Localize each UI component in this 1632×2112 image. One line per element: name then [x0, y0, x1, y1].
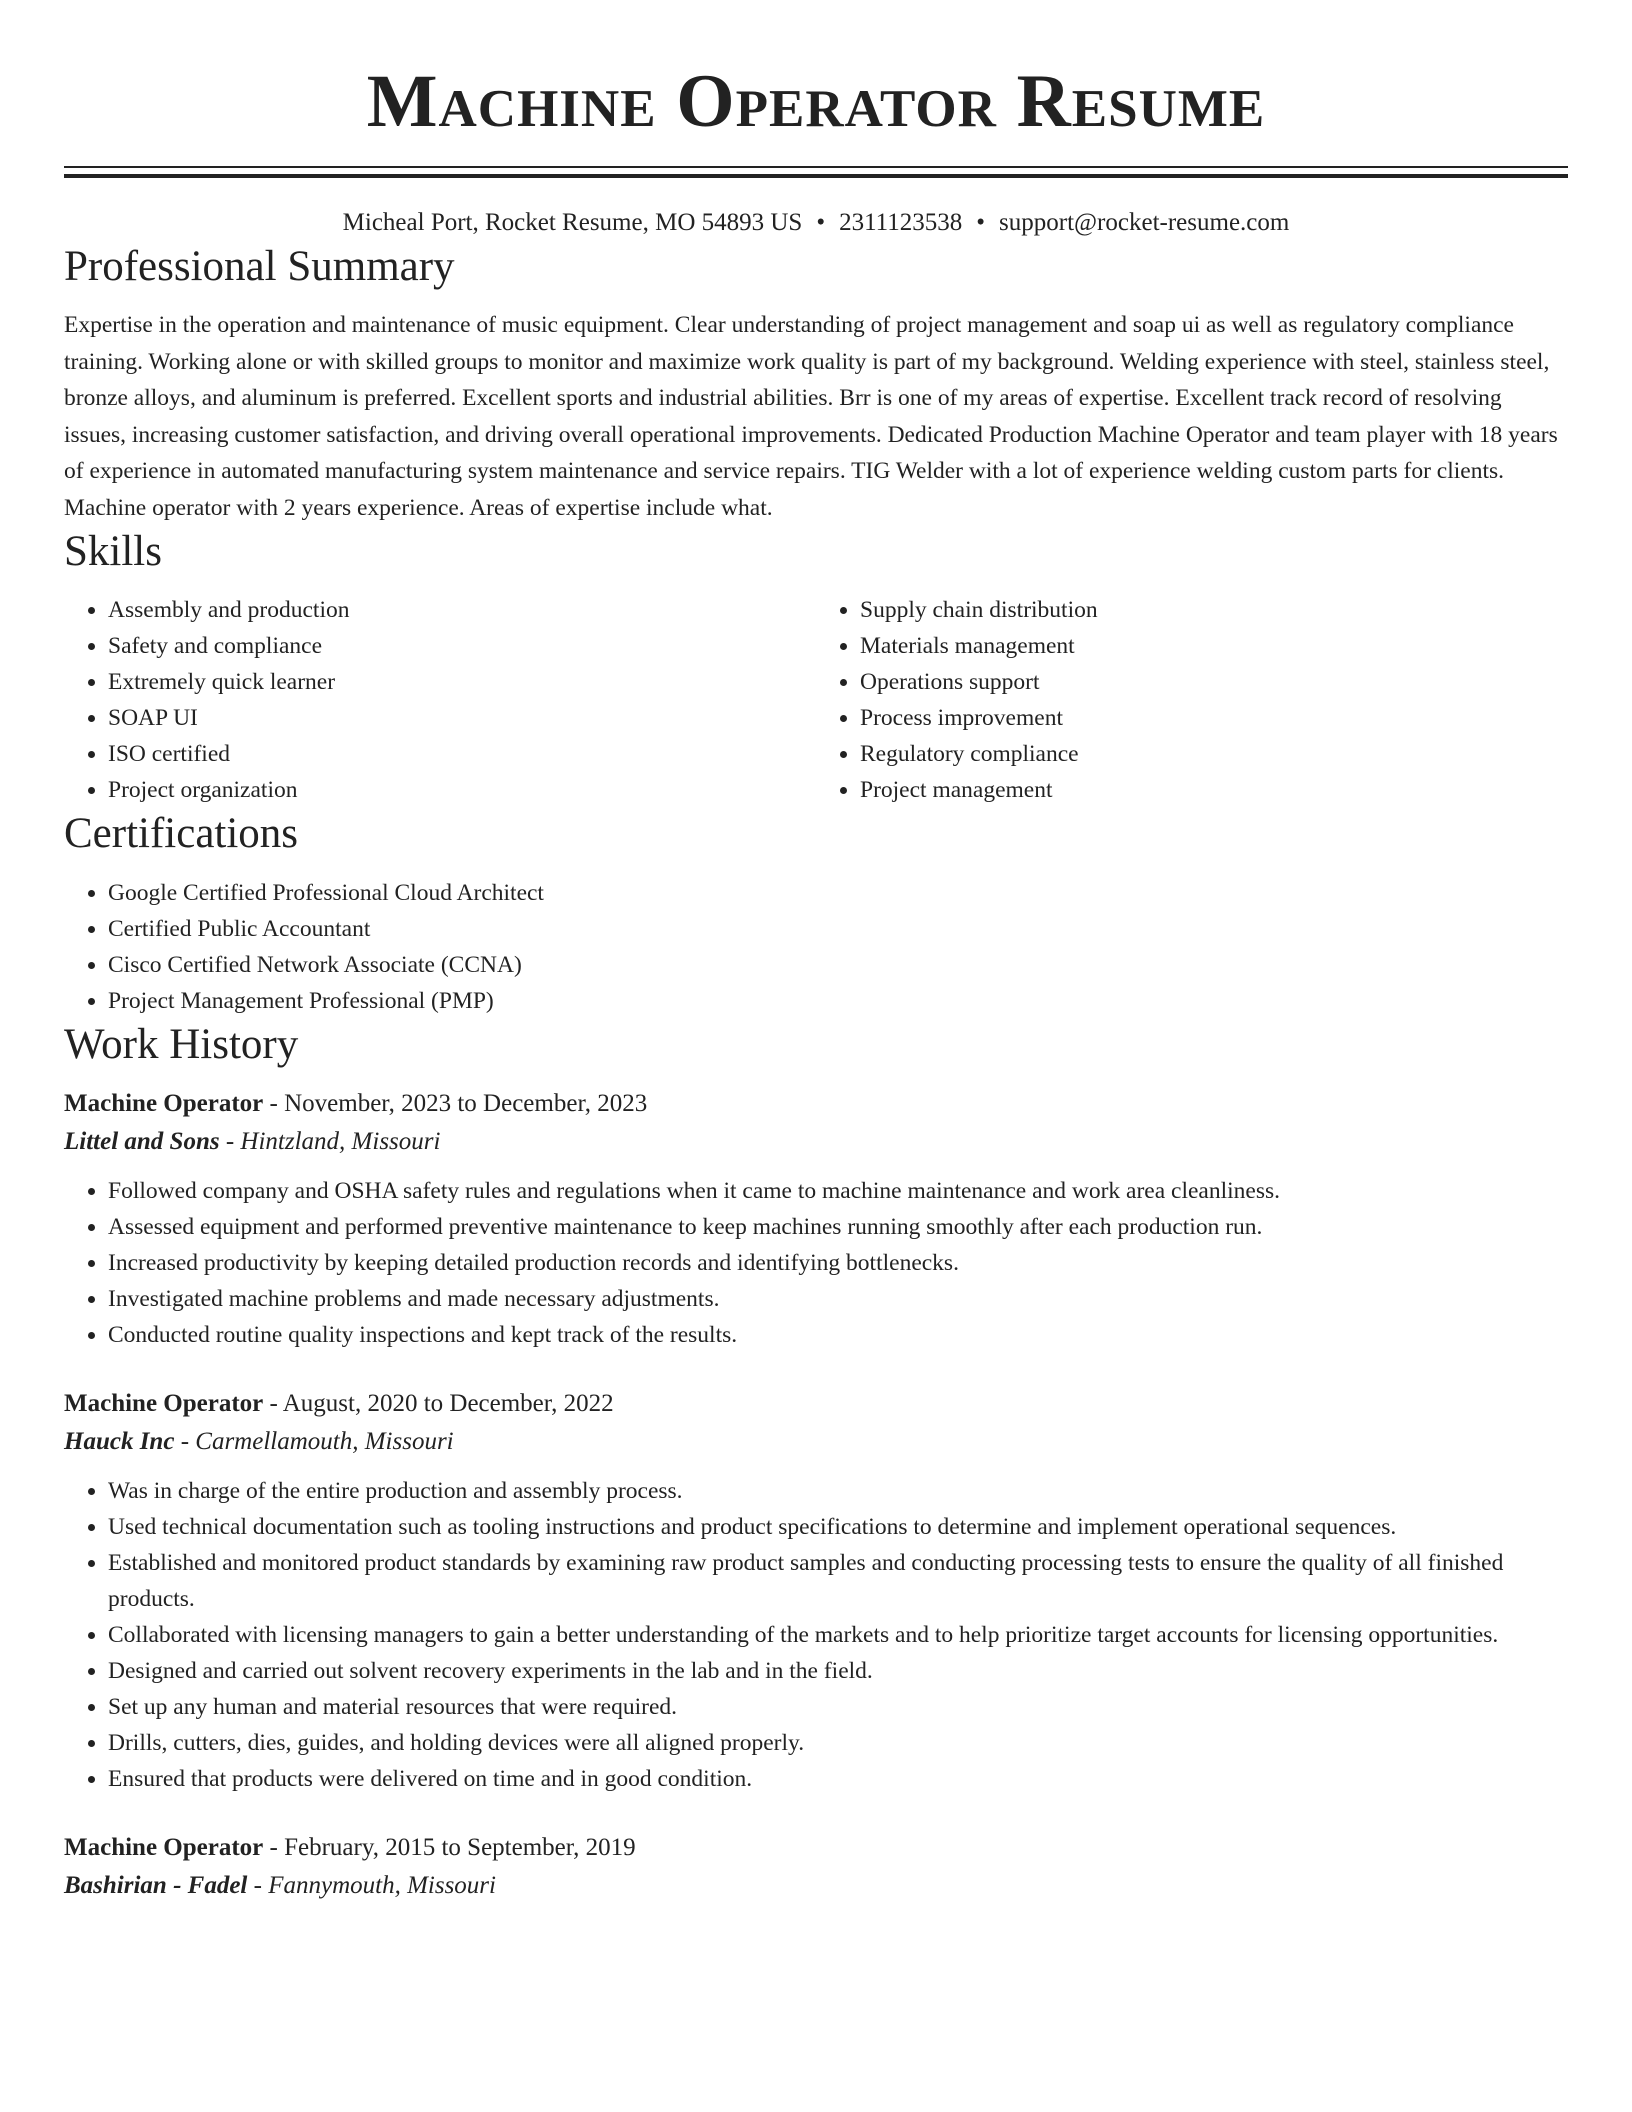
- job-bullet: • Increased productivity by keeping detailed production records and identifying bottlenecks.: [108, 1245, 1568, 1281]
- skill-item: • Process improvement: [860, 700, 1568, 736]
- skill-item: • Assembly and production: [108, 592, 816, 628]
- job-bullet: • Investigated machine problems and made necessary adjustments.: [108, 1281, 1568, 1317]
- dash: -: [180, 1428, 190, 1455]
- work-history-section: [64, 1019, 1568, 1905]
- job-company: Littel and Sons: [64, 1128, 220, 1155]
- contact-phone: 2311123538: [839, 209, 963, 236]
- skill-item: • Materials management: [860, 628, 1568, 664]
- contact-separator: •: [976, 209, 986, 236]
- summary-heading: Professional Summary: [64, 243, 455, 290]
- skill-item: • SOAP UI: [108, 700, 816, 736]
- job-bullet: • Was in charge of the entire production and assembly process.: [108, 1473, 1568, 1509]
- job-company: Bashirian - Fadel: [64, 1872, 248, 1899]
- job-location: Hintzland, Missouri: [240, 1128, 441, 1155]
- job-dates: February, 2015 to September, 2019: [284, 1834, 636, 1861]
- skills-heading: Skills: [64, 528, 162, 575]
- job-dates: August, 2020 to December, 2022: [282, 1390, 614, 1417]
- skill-item: • ISO certified: [108, 736, 816, 772]
- job-company: Hauck Inc: [64, 1428, 175, 1455]
- job-bullet: • Drills, cutters, dies, guides, and holding devices were all aligned properly.: [108, 1725, 1568, 1761]
- contact-separator: •: [816, 209, 826, 236]
- job-title-line: [64, 1085, 1568, 1123]
- contact-line: [64, 205, 1568, 241]
- job-role: Machine Operator: [64, 1834, 264, 1861]
- resume-title: Machine Operator Resume: [366, 60, 1266, 143]
- contact-email: support@rocket-resume.com: [999, 209, 1290, 236]
- certification-item: • Certified Public Accountant: [108, 911, 1568, 947]
- job-dates: November, 2023 to December, 2023: [284, 1090, 648, 1117]
- job-location: Carmellamouth, Missouri: [195, 1428, 454, 1455]
- skill-item: • Extremely quick learner: [108, 664, 816, 700]
- skills-section: [64, 526, 1568, 808]
- dash: -: [225, 1128, 235, 1155]
- job-title-line: [64, 1829, 1568, 1867]
- job-bullet: • Established and monitored product standards by examining raw product samples and conducting processing tests to ensure the quality of all finished products.: [108, 1545, 1568, 1617]
- job-company-line: [64, 1867, 1568, 1905]
- dash: -: [269, 1834, 278, 1861]
- skill-item: • Project organization: [108, 772, 816, 808]
- contact-address: Micheal Port, Rocket Resume, MO 54893 US: [342, 209, 803, 236]
- job-location: Fannymouth, Missouri: [268, 1872, 496, 1899]
- job-entry: [64, 1385, 1568, 1797]
- dash: -: [269, 1090, 278, 1117]
- title-double-rule: [64, 166, 1568, 178]
- skill-item: • Safety and compliance: [108, 628, 816, 664]
- skill-item: • Supply chain distribution: [860, 592, 1568, 628]
- skills-grid: [64, 592, 1568, 808]
- job-bullet: • Designed and carried out solvent recovery experiments in the lab and in the field.: [108, 1653, 1568, 1689]
- job-bullet: • Followed company and OSHA safety rules and regulations when it came to machine maintenance and work area cleanliness.: [108, 1173, 1568, 1209]
- certifications-heading: Certifications: [64, 810, 299, 857]
- skill-item: • Project management: [860, 772, 1568, 808]
- skill-item: • Regulatory compliance: [860, 736, 1568, 772]
- certification-item: • Cisco Certified Network Associate (CCNA): [108, 947, 1568, 983]
- job-company-line: [64, 1123, 1568, 1161]
- job-entry: [64, 1829, 1568, 1905]
- job-bullets: [64, 1473, 1568, 1797]
- job-company-line: [64, 1423, 1568, 1461]
- certifications-list: [64, 875, 1568, 1019]
- summary-text: Expertise in the operation and maintenance of music equipment. Clear understanding of project management and soap ui as well as regulatory compliance training. Working alone or with skilled groups to monitor and maximize work quality is part of my background. Welding experience with steel, stainless steel, bronze alloys, and aluminum is preferred. Excellent sports and industrial abilities. Brr is one of my areas of expertise. Excellent track record of resolving issues, increasing customer satisfaction, and driving overall operational improvements. Dedicated Production Machine Operator and team player with 18 years of experience in automated manufacturing system maintenance and service repairs. TIG Welder with a lot of experience welding custom parts for clients. Machine operator with 2 years experience. Areas of expertise include what.: [64, 312, 1558, 521]
- job-bullet: • Conducted routine quality inspections and kept track of the results.: [108, 1317, 1568, 1353]
- job-title-line: [64, 1385, 1568, 1423]
- job-bullet: • Ensured that products were delivered on time and in good condition.: [108, 1761, 1568, 1797]
- work-history-heading: Work History: [64, 1021, 299, 1068]
- certification-item: • Project Management Professional (PMP): [108, 983, 1568, 1019]
- skills-list-right: [816, 592, 1568, 808]
- certifications-section: [64, 808, 1568, 1019]
- job-bullet: • Used technical documentation such as tooling instructions and product specifications to determine and implement operational sequences.: [108, 1509, 1568, 1545]
- job-bullet: • Assessed equipment and performed preventive maintenance to keep machines running smoothly after each production run.: [108, 1209, 1568, 1245]
- professional-summary-section: [64, 241, 1568, 526]
- skill-item: • Operations support: [860, 664, 1568, 700]
- dash: -: [253, 1872, 262, 1899]
- job-bullet: • Collaborated with licensing managers to gain a better understanding of the markets and to help prioritize target accounts for licensing opportunities.: [108, 1617, 1568, 1653]
- job-role: Machine Operator: [64, 1390, 264, 1417]
- job-bullet: • Set up any human and material resources that were required.: [108, 1689, 1568, 1725]
- dash: -: [269, 1390, 278, 1417]
- skills-list-left: [64, 592, 816, 808]
- certification-item: • Google Certified Professional Cloud Architect: [108, 875, 1568, 911]
- job-entry: [64, 1085, 1568, 1353]
- job-bullets: [64, 1173, 1568, 1353]
- job-role: Machine Operator: [64, 1090, 264, 1117]
